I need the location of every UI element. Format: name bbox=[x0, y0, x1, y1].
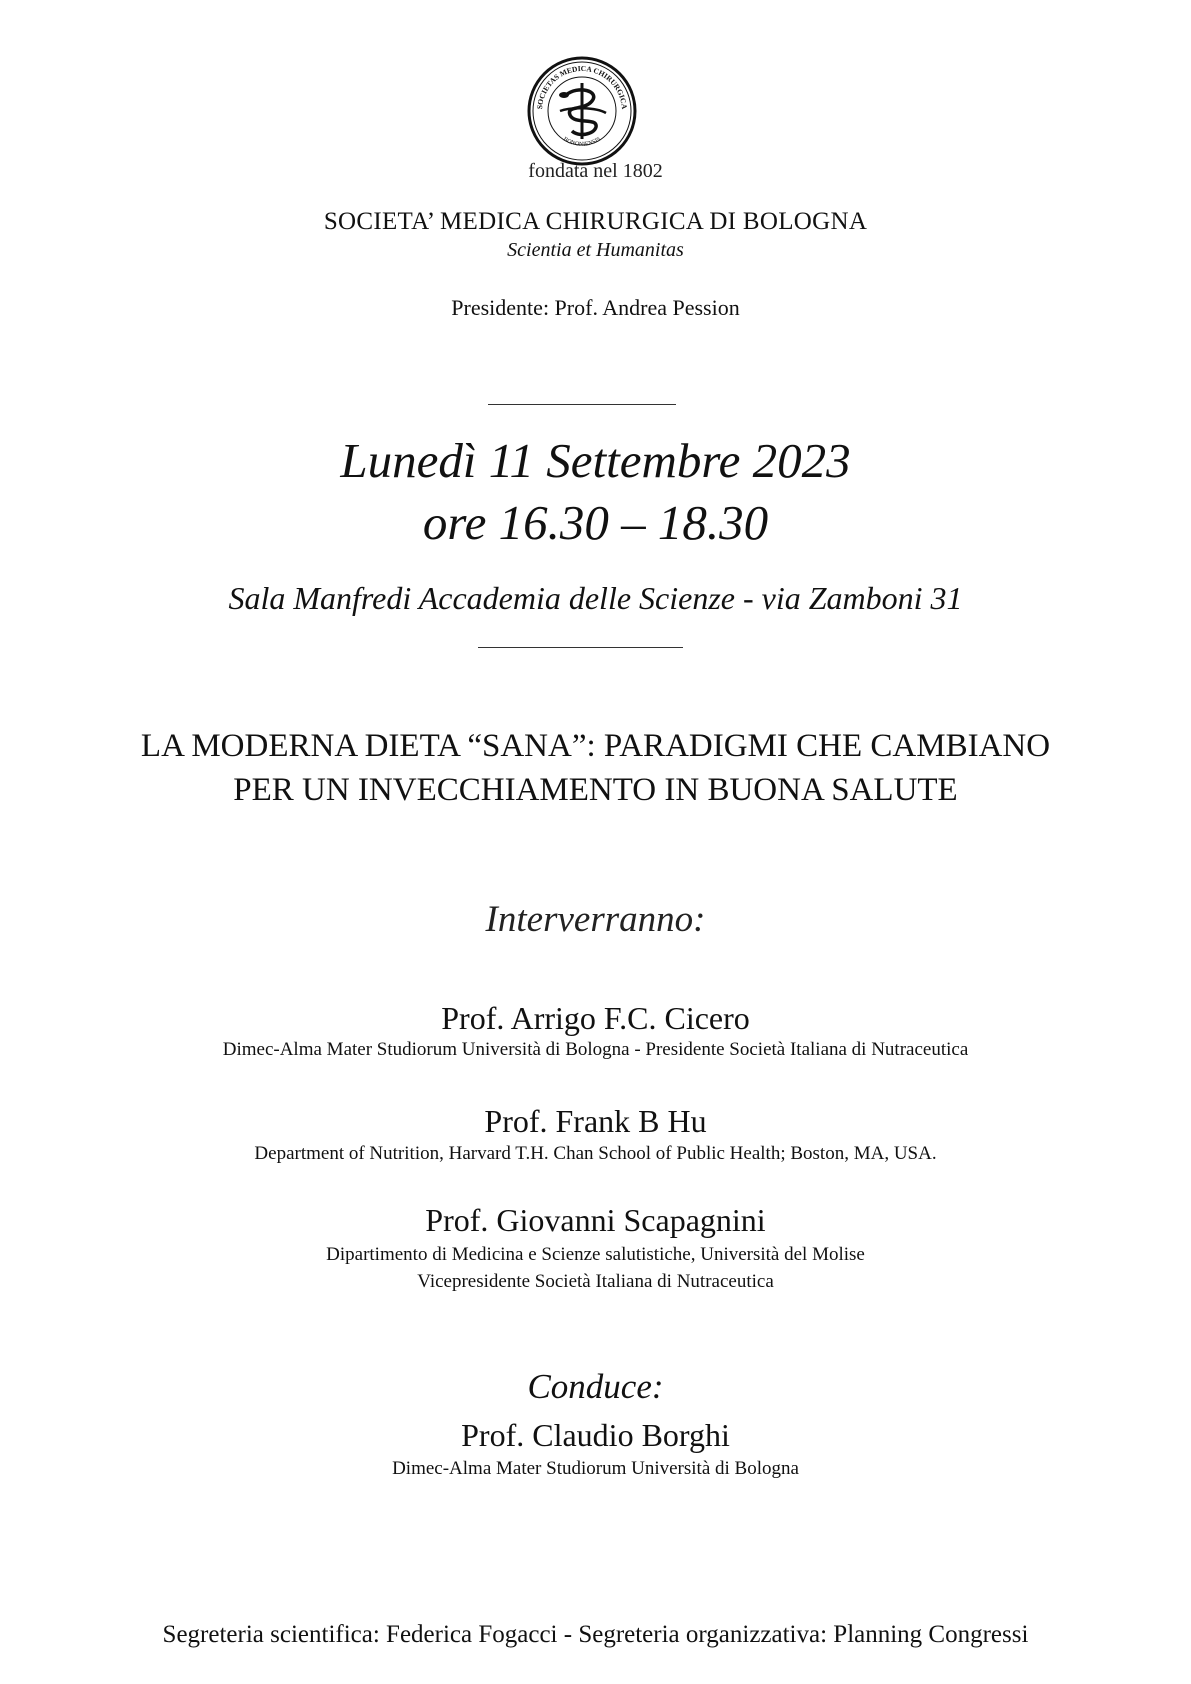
event-time: ore 16.30 – 18.30 bbox=[422, 495, 769, 550]
event-title-line-1: LA MODERNA DIETA “SANA”: PARADIGMI CHE CAMBIANO bbox=[140, 728, 1051, 764]
president-line: Presidente: Prof. Andrea Pession bbox=[451, 295, 740, 320]
speaker-name: Prof. Arrigo F.C. Cicero bbox=[441, 1000, 750, 1036]
event-venue: Sala Manfredi Accademia delle Scienze - via Zamboni 31 bbox=[228, 580, 963, 616]
organization-name: SOCIETA’ MEDICA CHIRURGICA DI BOLOGNA bbox=[323, 208, 868, 235]
speaker-affiliation-secondary: Vicepresidente Società Italiana di Nutraceutica bbox=[417, 1271, 774, 1292]
organization-motto: Scientia et Humanitas bbox=[507, 239, 684, 261]
svg-text:BONONIENSIS: BONONIENSIS bbox=[562, 136, 602, 148]
moderator-heading: Conduce: bbox=[527, 1367, 664, 1406]
moderator-name: Prof. Claudio Borghi bbox=[461, 1417, 730, 1453]
speaker-affiliation: Department of Nutrition, Harvard T.H. Chan School of Public Health; Boston, MA, USA. bbox=[254, 1143, 937, 1164]
divider-bottom bbox=[478, 647, 683, 648]
speakers-heading: Interverranno: bbox=[485, 899, 706, 940]
speaker-affiliation: Dimec-Alma Mater Studiorum Università di Bologna - Presidente Società Italiana di Nutraceutica bbox=[222, 1039, 969, 1060]
divider-top bbox=[488, 404, 676, 405]
speaker-affiliation: Dipartimento di Medicina e Scienze salutistiche, Università del Molise bbox=[326, 1244, 865, 1265]
svg-text:SOCIETAS MEDICA CHIRURGICA: SOCIETAS MEDICA CHIRURGICA bbox=[535, 63, 630, 110]
moderator-affiliation: Dimec-Alma Mater Studiorum Università di Bologna bbox=[392, 1458, 799, 1479]
event-date: Lunedì 11 Settembre 2023 bbox=[340, 433, 851, 488]
founded-year: fondata nel 1802 bbox=[528, 160, 663, 182]
speaker-name: Prof. Giovanni Scapagnini bbox=[425, 1202, 766, 1238]
speaker-name: Prof. Frank B Hu bbox=[484, 1103, 707, 1139]
society-seal-logo bbox=[526, 55, 638, 167]
footer-secretariat: Segreteria scientifica: Federica Fogacci - Segreteria organizzativa: Planning Congressi bbox=[162, 1621, 1029, 1648]
event-title-line-2: PER UN INVECCHIAMENTO IN BUONA SALUTE bbox=[233, 772, 958, 808]
